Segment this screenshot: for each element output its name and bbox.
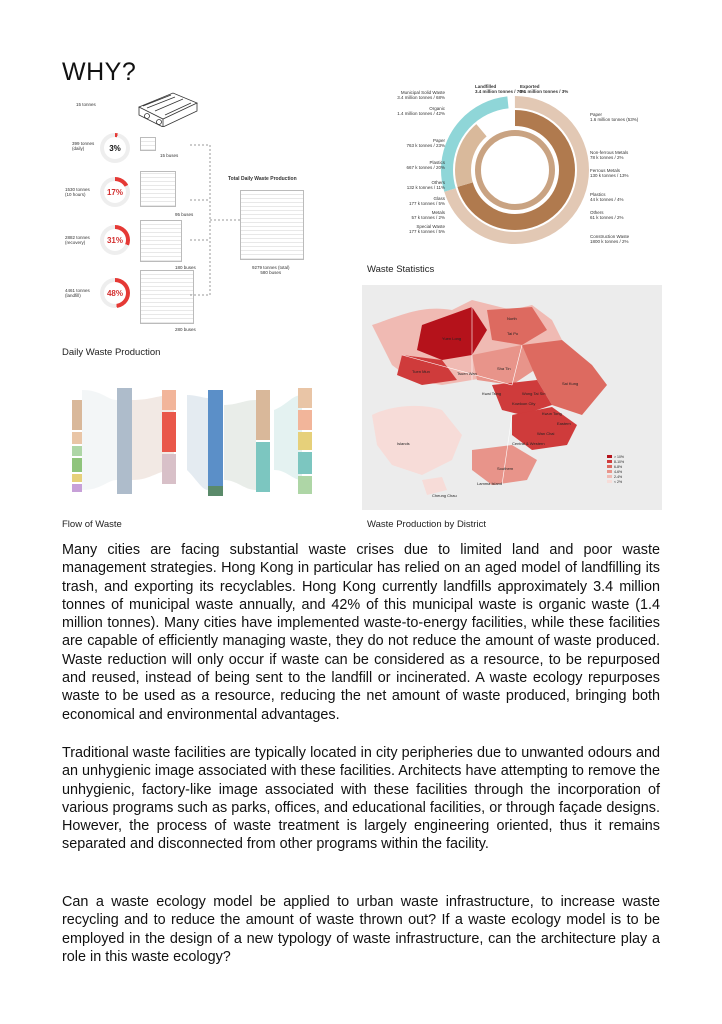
row-3-pct bbox=[100, 225, 130, 255]
page-title: WHY? bbox=[62, 58, 137, 86]
left-label: Glass 177 k tonnes / 5% bbox=[408, 196, 445, 206]
row-1-pct bbox=[100, 133, 130, 163]
left-label: Organic 1.4 million tonnes / 42% bbox=[397, 106, 445, 116]
map-label-tai-po: Tai Po bbox=[507, 331, 519, 336]
map-label-cheung-chau: Cheung Chau bbox=[432, 493, 457, 498]
legend-item: 4-6% bbox=[614, 470, 623, 474]
row-2-right: 95 buses bbox=[175, 212, 194, 217]
left-label: Others 132 k tonnes / 11% bbox=[406, 180, 445, 190]
waste-stats-caption: Waste Statistics bbox=[367, 264, 435, 275]
row-3-block bbox=[140, 220, 182, 262]
left-label: Municipal Solid Waste 3.4 million tonnes / 68% bbox=[397, 90, 445, 100]
daily-waste-caption: Daily Waste Production bbox=[62, 347, 161, 358]
daily-waste-figure bbox=[60, 85, 360, 345]
row-4-block bbox=[140, 270, 194, 324]
map-label-tuen-mun: Tuen Mun bbox=[412, 369, 430, 374]
right-label: Construction Waste 1800 k tonnes / 2% bbox=[590, 234, 630, 244]
right-label: Others 61 k tonnes / 2% bbox=[590, 210, 624, 220]
paragraph-3: Can a waste ecology model be applied to urban waste infrastructure, to increase waste recycling and to reduce the amount of waste thrown out? If a waste ecology model is to be employed in the design of a new typology of waste infrastructure, can the architecture play a role in this waste ecology? bbox=[62, 894, 660, 965]
total-block bbox=[240, 190, 304, 260]
legend-item: > 10% bbox=[614, 455, 625, 459]
right-label: Non-ferrous Metals 78 k tonnes / 2% bbox=[590, 150, 629, 160]
stat-exported: Exported 0.1 million tonnes / 3% bbox=[520, 84, 569, 94]
legend-item: < 2% bbox=[614, 480, 623, 484]
map-label-north: North bbox=[507, 316, 517, 321]
map-label-sai-kung: Sai Kung bbox=[562, 381, 579, 386]
row-3-left: 2882 tonnes (recovery) bbox=[65, 235, 90, 245]
left-label: Special Waste 177 k tonnes / 5% bbox=[408, 224, 445, 234]
left-label: Paper 763 k tonnes / 23% bbox=[406, 138, 445, 148]
district-caption: Waste Production by District bbox=[367, 519, 486, 530]
map-label-islands: Islands bbox=[397, 441, 410, 446]
row-4-pct-text: 48% bbox=[104, 282, 126, 304]
row-2-pct-text: 17% bbox=[104, 181, 126, 203]
row-2-pct bbox=[100, 177, 130, 207]
left-label: Plastics 667 k tonnes / 20% bbox=[406, 160, 445, 170]
row-1-right: 15 buses bbox=[160, 153, 179, 158]
map-label-southern: Southern bbox=[497, 466, 514, 471]
row-4-pct bbox=[100, 278, 130, 308]
bus-label: 15 tonnes bbox=[76, 102, 96, 107]
flow-of-waste-diagram bbox=[62, 380, 340, 500]
row-4-right: 280 buses bbox=[175, 327, 196, 332]
map-label-central-western: Central & Western bbox=[512, 441, 545, 446]
map-label-kwun-tong: Kwun Tong bbox=[542, 411, 562, 416]
map-label-eastern: Eastern bbox=[557, 421, 571, 426]
map-label-wong-tai-sin: Wong Tai Sin bbox=[522, 391, 546, 396]
row-1-block bbox=[140, 137, 156, 151]
map-label-wan-chai: Wan Chai bbox=[537, 431, 555, 436]
district-map bbox=[362, 285, 662, 510]
right-label: Paper 1.6 million tonnes (53%) bbox=[590, 112, 639, 122]
legend-item: 6-8% bbox=[614, 465, 623, 469]
map-label-yuen-long: Yuen Long bbox=[442, 336, 462, 341]
paragraph-2: Traditional waste facilities are typically located in city peripheries due to unwanted odours and an unhygienic image associated with these facilities. Architects have attempting to remove the unhygienic, factory-like image associated with these facilities through the incorporation of various programs such as parks, offices, and educational facilities, or through façade designs. However, the process of waste treatment is largely engineering oriented, thus it remains separated and disconnected from other programs within the facility. bbox=[62, 745, 660, 853]
right-labels bbox=[590, 112, 665, 244]
total-label: Total Daily Waste Production bbox=[228, 176, 297, 182]
row-2-block bbox=[140, 171, 176, 207]
legend-item: 2-4% bbox=[614, 475, 623, 479]
row-2-left: 1530 tonnes (10 hours) bbox=[65, 187, 90, 197]
row-3-right: 180 buses bbox=[175, 265, 196, 270]
donut-chart bbox=[435, 90, 595, 250]
right-label: Plastics 44 k tonnes / 4% bbox=[590, 192, 624, 202]
row-1-pct-text: 3% bbox=[104, 137, 126, 159]
paragraph-1: Many cities are facing substantial waste crises due to limited land and poor waste management strategies. Hong Kong in particular has relied on an aged model of landfilling its trash, and exporting its recyclables. Hong Kong currently landfills approximately 3.4 million tonnes of municipal waste annually, and 42% of this municipal waste is organic waste (1.4 million tonnes). Many cities have implemented waste-to-energy facilities, while these facilities are capable of efficiently managing waste, they do not reduce the amount of waste produced. Waste reduction will only occur if waste can be considered as a resource, to be repurposed and reused, instead of being sent to the landfill or incinerated. A waste ecology repurposes waste to be used as a resource, reducing the net amount of waste produced, bringing both economical and environmental advantages. bbox=[62, 542, 660, 723]
waste-stats-figure bbox=[365, 82, 665, 262]
flow-caption: Flow of Waste bbox=[62, 519, 122, 530]
map-label-lamma: Lamma Island bbox=[477, 481, 503, 486]
right-label: Ferrous Metals 130 k tonnes / 13% bbox=[590, 168, 629, 178]
left-labels bbox=[365, 90, 445, 234]
total-value: 9279 tonnes (total) 580 buses bbox=[252, 265, 290, 275]
map-label-kwai-tsing: Kwai Tsing bbox=[482, 391, 502, 396]
bus-icon bbox=[135, 85, 200, 127]
row-4-left: 4461 tonnes (landfill) bbox=[65, 288, 90, 298]
map-label-kowloon-city: Kowloon City bbox=[512, 401, 536, 406]
legend-item: 8-10% bbox=[614, 460, 625, 464]
row-1-left: 399 tonnes (daily) bbox=[72, 141, 95, 151]
map-label-sha-tin: Sha Tin bbox=[497, 366, 511, 371]
row-3-pct-text: 31% bbox=[104, 229, 126, 251]
left-label: Metals 57 k tonnes / 2% bbox=[411, 210, 445, 220]
stat-landfilled: Landfilled 3.4 million tonnes / 70% bbox=[475, 84, 526, 94]
map-label-tsuen-wan: Tsuen Wan bbox=[457, 371, 477, 376]
